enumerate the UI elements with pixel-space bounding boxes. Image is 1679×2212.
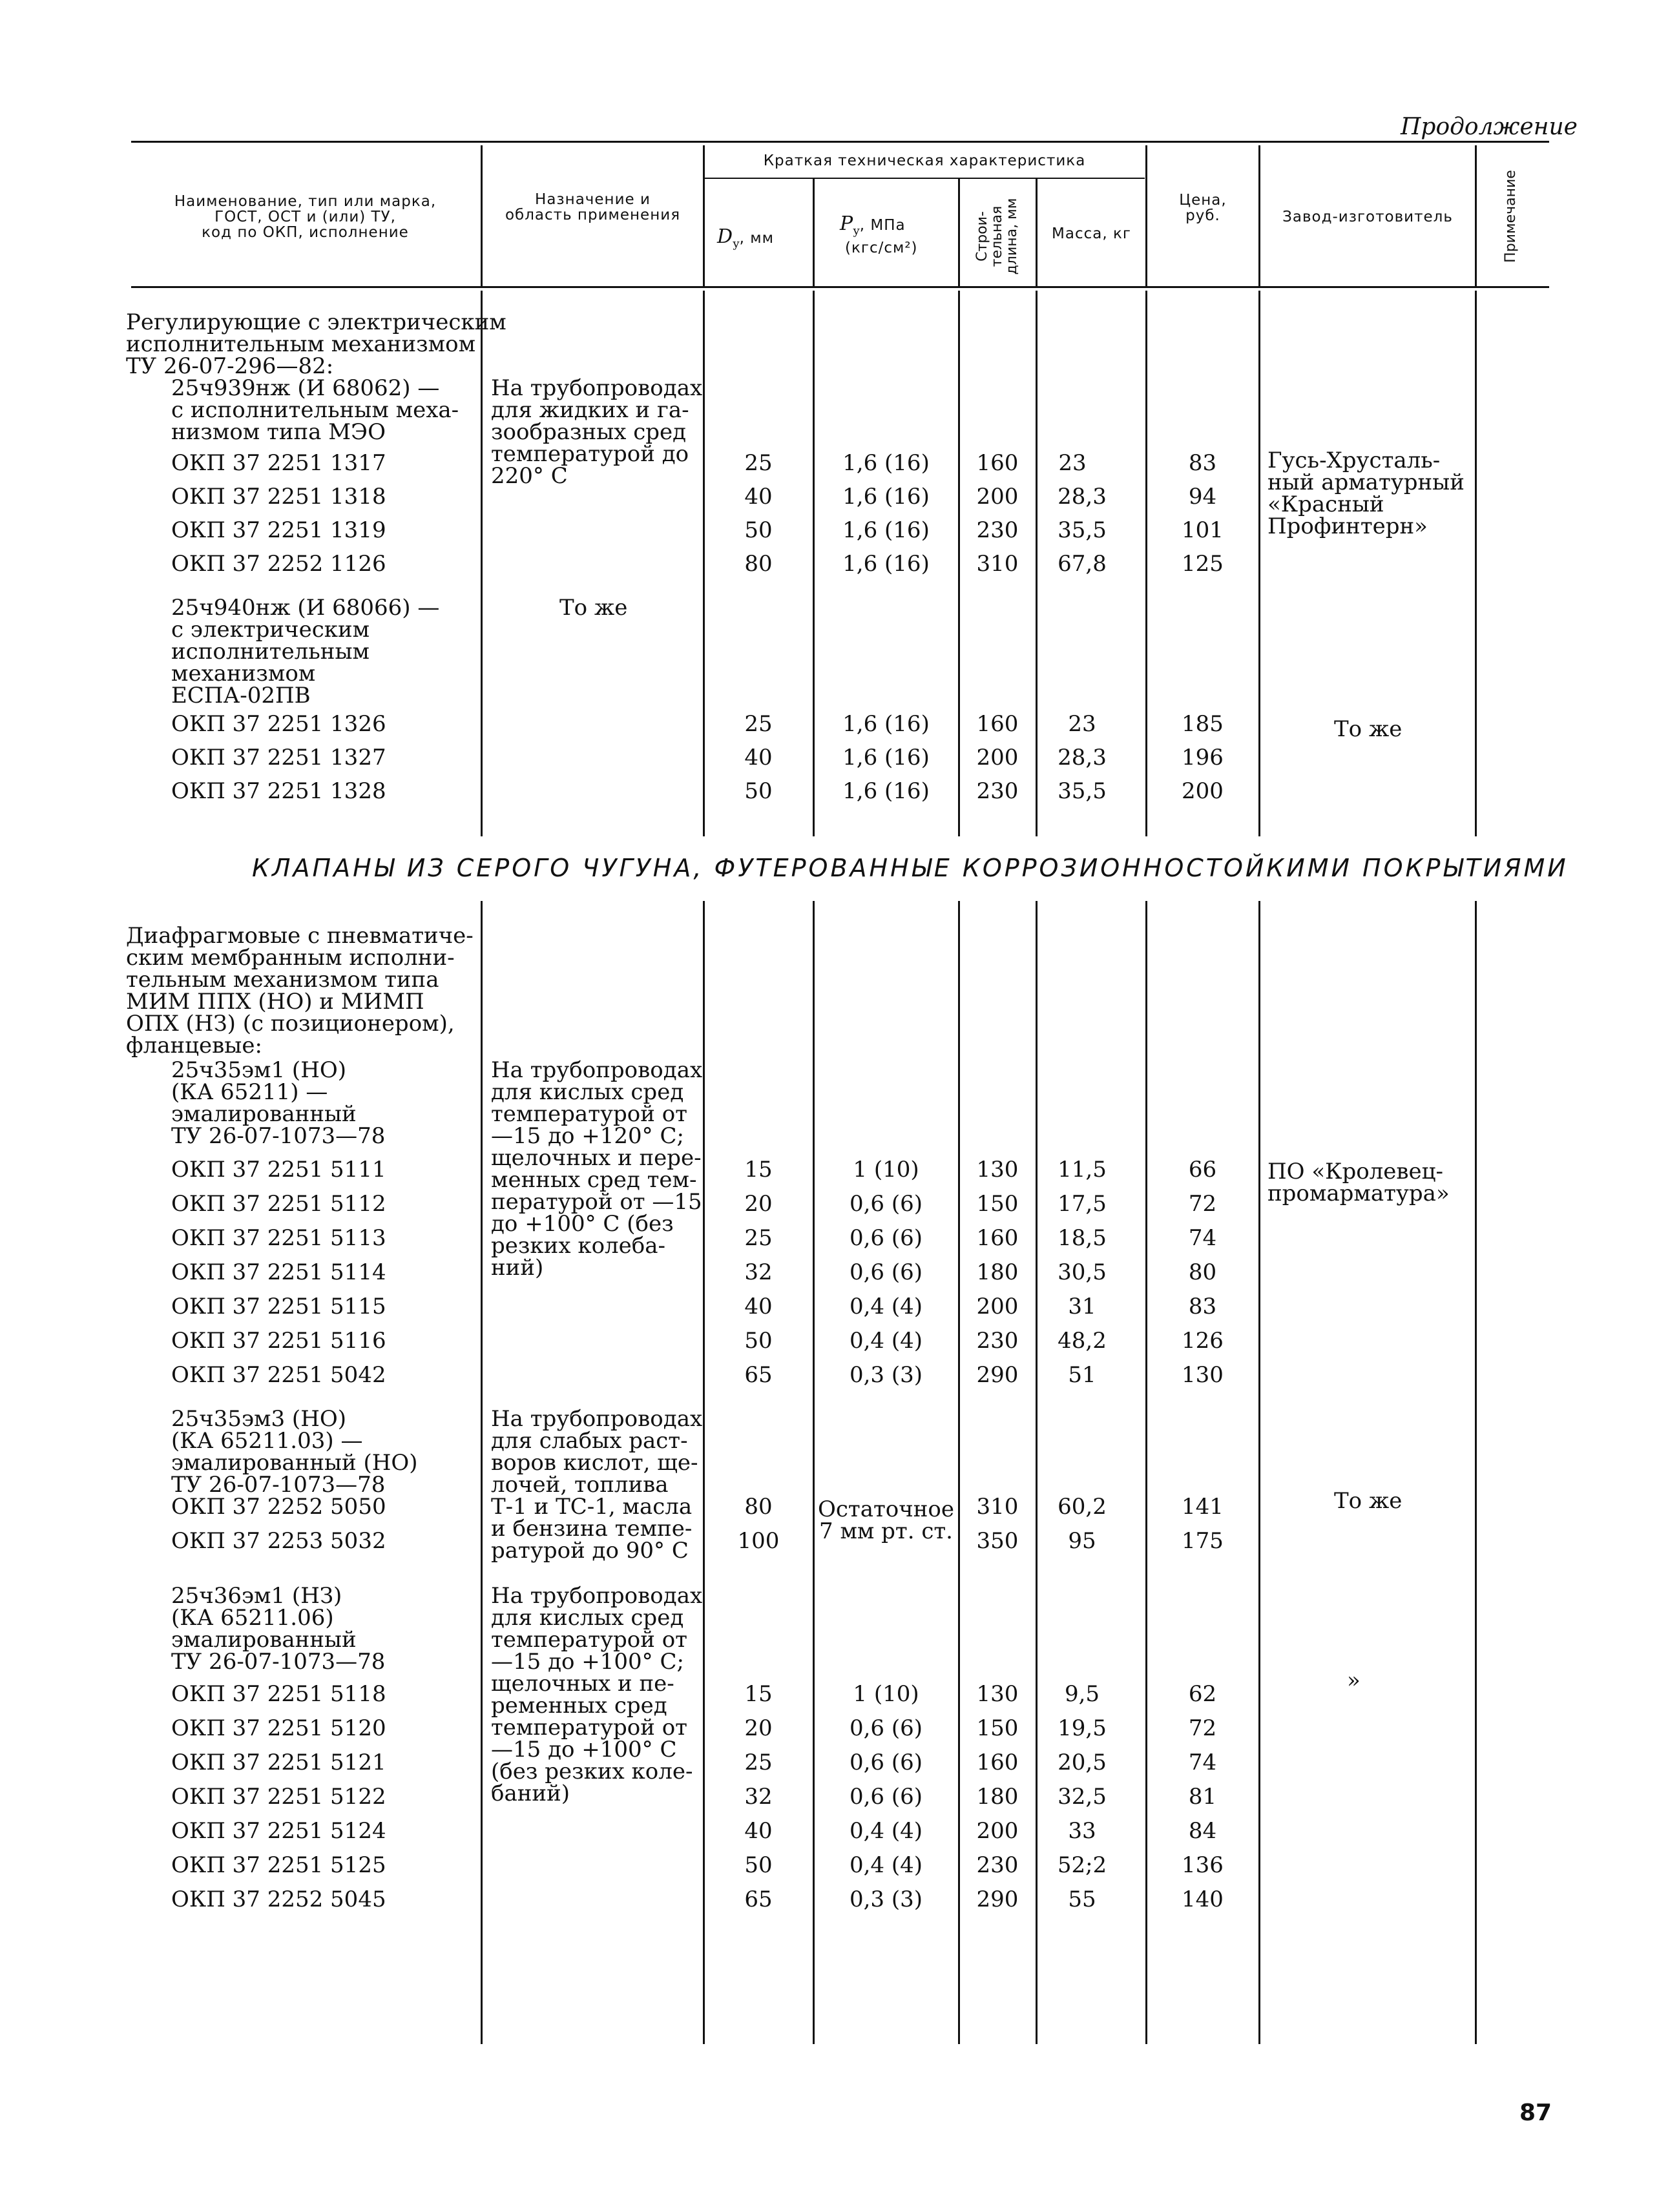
- py-cell: 0,6 (6): [849, 1715, 923, 1741]
- code-cell: ОКП 37 2251 5120: [171, 1715, 386, 1741]
- mass-cell: 67,8: [1058, 551, 1107, 577]
- code-cell: ОКП 37 2251 5115: [171, 1294, 386, 1319]
- mass-cell: 17,5: [1058, 1191, 1107, 1217]
- length-cell: 350: [976, 1528, 1019, 1554]
- mass-cell: 48,2: [1058, 1328, 1107, 1354]
- header-divider: [1036, 178, 1038, 286]
- section2-item2-title: 25ч35эм3 (НО) (КА 65211.03) — эмалированный (НО) ТУ 26-07-1073—78: [171, 1406, 418, 1498]
- py-cell: 0,3 (3): [849, 1886, 923, 1912]
- section2-item2-maker: То же: [1334, 1488, 1403, 1514]
- dy-cell: 40: [744, 1818, 773, 1844]
- py-cell: 0,6 (6): [849, 1750, 923, 1775]
- py-cell: 1 (10): [853, 1157, 919, 1183]
- py-cell: 0,4 (4): [849, 1294, 923, 1319]
- mass-cell: 95: [1068, 1528, 1096, 1554]
- mass-cell: 28,3: [1058, 484, 1107, 510]
- mass-cell: 60,2: [1058, 1494, 1107, 1520]
- length-cell: 230: [976, 778, 1019, 804]
- py-cell: 0,6 (6): [849, 1191, 923, 1217]
- length-cell: 160: [976, 1750, 1019, 1775]
- section2-description: Диафрагмовые с пневматиче- ским мембранным исполни- тельным механизмом типа МИМ ППХ (НО) и МИМП ОПХ (НЗ) (с позиционером), фланцевые:: [126, 923, 474, 1059]
- header-purpose-col: Назначение и область применения: [505, 191, 681, 223]
- code-cell: ОКП 37 2251 5116: [171, 1328, 386, 1354]
- dy-cell: 65: [744, 1362, 773, 1388]
- header-dy: $D_у$, мм: [717, 225, 774, 251]
- dy-cell: 25: [744, 1225, 773, 1251]
- price-cell: 81: [1188, 1784, 1217, 1810]
- header-py: $P_у$, МПа: [840, 212, 906, 238]
- code-cell: ОКП 37 2251 1326: [171, 711, 386, 737]
- mass-cell: 31: [1068, 1294, 1096, 1319]
- length-cell: 230: [976, 1328, 1019, 1354]
- col-divider: [481, 901, 483, 2044]
- length-cell: 310: [976, 551, 1019, 577]
- code-cell: ОКП 37 2251 5118: [171, 1681, 386, 1707]
- price-cell: 196: [1182, 745, 1224, 770]
- length-cell: 230: [976, 1852, 1019, 1878]
- header-top-rule: [131, 141, 1549, 143]
- mass-cell: 20,5: [1058, 1750, 1107, 1775]
- py-cell: 0,6 (6): [849, 1225, 923, 1251]
- length-cell: 200: [976, 1818, 1019, 1844]
- length-cell: 160: [976, 450, 1019, 476]
- price-cell: 83: [1188, 450, 1217, 476]
- py-cell: 1,6 (16): [842, 517, 930, 543]
- code-cell: ОКП 37 2252 5050: [171, 1494, 386, 1520]
- mass-cell: 18,5: [1058, 1225, 1107, 1251]
- section2-item3-title: 25ч36эм1 (НЗ) (КА 65211.06) эмалированный ТУ 26-07-1073—78: [171, 1583, 386, 1675]
- header-divider: [1145, 145, 1147, 286]
- py-cell: 0,4 (4): [849, 1818, 923, 1844]
- length-cell: 200: [976, 1294, 1019, 1319]
- header-divider: [481, 145, 483, 286]
- length-cell: 150: [976, 1715, 1019, 1741]
- length-cell: 290: [976, 1362, 1019, 1388]
- length-cell: 130: [976, 1681, 1019, 1707]
- header-subgroup-rule: [704, 178, 1145, 179]
- dy-cell: 32: [744, 1784, 773, 1810]
- price-cell: 62: [1188, 1681, 1217, 1707]
- dy-cell: 40: [744, 745, 773, 770]
- header-divider: [1475, 145, 1477, 286]
- header-name-col: Наименование, тип или марка, ГОСТ, ОСТ и (или) ТУ, код по ОКП, исполнение: [174, 193, 437, 241]
- py-cell: 0,4 (4): [849, 1328, 923, 1354]
- length-cell: 150: [976, 1191, 1019, 1217]
- price-cell: 175: [1182, 1528, 1224, 1554]
- code-cell: ОКП 37 2251 5113: [171, 1225, 386, 1251]
- dy-cell: 50: [744, 778, 773, 804]
- mass-cell: 19,5: [1058, 1715, 1107, 1741]
- code-cell: ОКП 37 2251 5114: [171, 1259, 386, 1285]
- header-note: Примечание: [1503, 170, 1519, 263]
- price-cell: 74: [1188, 1750, 1217, 1775]
- mass-cell: 33: [1068, 1818, 1096, 1844]
- section1-item1-maker: Гусь-Хрусталь- ный арматурный «Красный Профинтерн»: [1267, 448, 1465, 539]
- price-cell: 101: [1182, 517, 1224, 543]
- py-cell: 1,6 (16): [842, 745, 930, 770]
- header-bottom-rule: [131, 286, 1549, 288]
- code-cell: ОКП 37 2251 5121: [171, 1750, 386, 1775]
- section1-item2-purpose: То же: [559, 595, 628, 621]
- section2-item1-purpose: На трубопроводах для кислых сред температурой от —15 до +120° С; щелочных и пере- менных сред тем- пературой от —15 до +100° С (без резких колеба- ний): [491, 1057, 703, 1281]
- section2-item3-purpose: На трубопроводах для кислых сред температурой от —15 до +100° С; щелочных и пе- ременных сред температурой от —15 до +100° С (без резких коле- баний): [491, 1583, 703, 1806]
- code-cell: ОКП 37 2251 5111: [171, 1157, 386, 1183]
- mass-cell: 51: [1068, 1362, 1096, 1388]
- py-cell: 0,3 (3): [849, 1362, 923, 1388]
- length-cell: 130: [976, 1157, 1019, 1183]
- mass-cell: 28,3: [1058, 745, 1107, 770]
- dy-cell: 50: [744, 517, 773, 543]
- dy-cell: 15: [744, 1157, 773, 1183]
- py-cell: 0,4 (4): [849, 1852, 923, 1878]
- py-cell: 1,6 (16): [842, 711, 930, 737]
- header-divider: [813, 178, 815, 286]
- price-cell: 80: [1188, 1259, 1217, 1285]
- length-cell: 310: [976, 1494, 1019, 1520]
- code-cell: ОКП 37 2252 5045: [171, 1886, 386, 1912]
- header-maker: Завод-изготовитель: [1282, 209, 1453, 225]
- price-cell: 126: [1182, 1328, 1224, 1354]
- mass-cell: 35,5: [1058, 778, 1107, 804]
- length-cell: 200: [976, 484, 1019, 510]
- length-cell: 180: [976, 1259, 1019, 1285]
- col-divider: [1475, 291, 1477, 836]
- header-price: Цена, руб.: [1179, 192, 1227, 224]
- code-cell: ОКП 37 2251 5125: [171, 1852, 386, 1878]
- header-tech-group: Краткая техническая характеристика: [763, 152, 1086, 169]
- header-length: Строи- тельная длина, мм: [974, 198, 1020, 275]
- price-cell: 72: [1188, 1191, 1217, 1217]
- dy-cell: 50: [744, 1852, 773, 1878]
- mass-cell: 11,5: [1058, 1157, 1107, 1183]
- price-cell: 140: [1182, 1886, 1224, 1912]
- header-mass: Масса, кг: [1052, 225, 1131, 242]
- price-cell: 83: [1188, 1294, 1217, 1319]
- code-cell: ОКП 37 2252 1126: [171, 551, 386, 577]
- code-cell: ОКП 37 2251 1318: [171, 484, 386, 510]
- price-cell: 185: [1182, 711, 1224, 737]
- col-divider: [1258, 901, 1260, 2044]
- code-cell: ОКП 37 2251 5042: [171, 1362, 386, 1388]
- header-divider: [958, 178, 960, 286]
- dy-cell: 100: [737, 1528, 780, 1554]
- dy-cell: 25: [744, 1750, 773, 1775]
- section2-item2-py: Остаточное 7 мм рт. ст.: [817, 1496, 954, 1544]
- py-cell: 1,6 (16): [842, 484, 930, 510]
- length-cell: 200: [976, 745, 1019, 770]
- length-cell: 230: [976, 517, 1019, 543]
- price-cell: 130: [1182, 1362, 1224, 1388]
- code-cell: ОКП 37 2251 5112: [171, 1191, 386, 1217]
- price-cell: 66: [1188, 1157, 1217, 1183]
- length-cell: 160: [976, 1225, 1019, 1251]
- py-cell: 1,6 (16): [842, 450, 930, 476]
- section2-heading: КЛАПАНЫ ИЗ СЕРОГО ЧУГУНА, ФУТЕРОВАННЫЕ КОРРОЗИОННОСТОЙКИМИ ПОКРЫТИЯМИ: [252, 854, 1569, 882]
- code-cell: ОКП 37 2251 1327: [171, 745, 386, 770]
- dy-cell: 65: [744, 1886, 773, 1912]
- code-cell: ОКП 37 2251 1317: [171, 450, 386, 476]
- mass-cell: 9,5: [1064, 1681, 1100, 1707]
- mass-cell: 52;2: [1057, 1852, 1107, 1878]
- py-cell: 1 (10): [853, 1681, 919, 1707]
- py-cell: 1,6 (16): [842, 551, 930, 577]
- price-cell: 74: [1188, 1225, 1217, 1251]
- section2-item1-title: 25ч35эм1 (НО) (КА 65211) — эмалированный ТУ 26-07-1073—78: [171, 1057, 386, 1149]
- section1-item1-purpose: На трубопроводах для жидких и га- зообразных сред температурой до 220° С: [491, 375, 703, 489]
- col-divider: [1258, 291, 1260, 836]
- header-py-unit2: (кгс/см²): [845, 240, 918, 256]
- price-cell: 200: [1182, 778, 1224, 804]
- mass-cell: 32,5: [1058, 1784, 1107, 1810]
- dy-cell: 32: [744, 1259, 773, 1285]
- section1-item2-title: 25ч940нж (И 68066) — с электрическим исполнительным механизмом ЕСПА-02ПВ: [171, 595, 440, 708]
- section2-item1-maker: ПО «Кролевец- промарматура»: [1267, 1159, 1450, 1206]
- dy-cell: 80: [744, 1494, 773, 1520]
- dy-cell: 40: [744, 484, 773, 510]
- dy-cell: 20: [744, 1715, 773, 1741]
- section1-item2-maker: То же: [1334, 716, 1403, 742]
- length-cell: 180: [976, 1784, 1019, 1810]
- mass-cell: 30,5: [1058, 1259, 1107, 1285]
- py-cell: 0,6 (6): [849, 1784, 923, 1810]
- py-cell: 1,6 (16): [842, 778, 930, 804]
- mass-cell: 55: [1068, 1886, 1096, 1912]
- price-cell: 125: [1182, 551, 1224, 577]
- dy-cell: 40: [744, 1294, 773, 1319]
- code-cell: ОКП 37 2251 5122: [171, 1784, 386, 1810]
- length-cell: 160: [976, 711, 1019, 737]
- section1-description: Регулирующие с электрическим исполнительным механизмом ТУ 26-07-296—82:: [126, 309, 506, 379]
- price-cell: 141: [1182, 1494, 1224, 1520]
- dy-cell: 20: [744, 1191, 773, 1217]
- dy-cell: 15: [744, 1681, 773, 1707]
- section2-item2-purpose: На трубопроводах для слабых раст- воров кислот, ще- лочей, топлива Т-1 и ТС-1, масла и бензина темпе- ратурой до 90° С: [491, 1406, 703, 1564]
- section1-item1-title: 25ч939нж (И 68062) — с исполнительным меха- низмом типа МЭО: [171, 375, 459, 445]
- price-cell: 72: [1188, 1715, 1217, 1741]
- page-number: 87: [1519, 2100, 1552, 2126]
- code-cell: ОКП 37 2253 5032: [171, 1528, 386, 1554]
- mass-cell: 23: [1058, 450, 1087, 476]
- code-cell: ОКП 37 2251 1328: [171, 778, 386, 804]
- dy-cell: 25: [744, 711, 773, 737]
- mass-cell: 35,5: [1058, 517, 1107, 543]
- code-cell: ОКП 37 2251 1319: [171, 517, 386, 543]
- dy-cell: 25: [744, 450, 773, 476]
- py-cell: 0,6 (6): [849, 1259, 923, 1285]
- code-cell: ОКП 37 2251 5124: [171, 1818, 386, 1844]
- header-divider: [1258, 145, 1260, 286]
- price-cell: 84: [1188, 1818, 1217, 1844]
- section2-item3-maker: »: [1347, 1668, 1361, 1693]
- col-divider: [1475, 901, 1477, 2044]
- dy-cell: 80: [744, 551, 773, 577]
- mass-cell: 23: [1068, 711, 1096, 737]
- price-cell: 94: [1188, 484, 1217, 510]
- price-cell: 136: [1182, 1852, 1224, 1878]
- dy-cell: 50: [744, 1328, 773, 1354]
- length-cell: 290: [976, 1886, 1019, 1912]
- continuation-label: Продолжение: [1401, 114, 1578, 140]
